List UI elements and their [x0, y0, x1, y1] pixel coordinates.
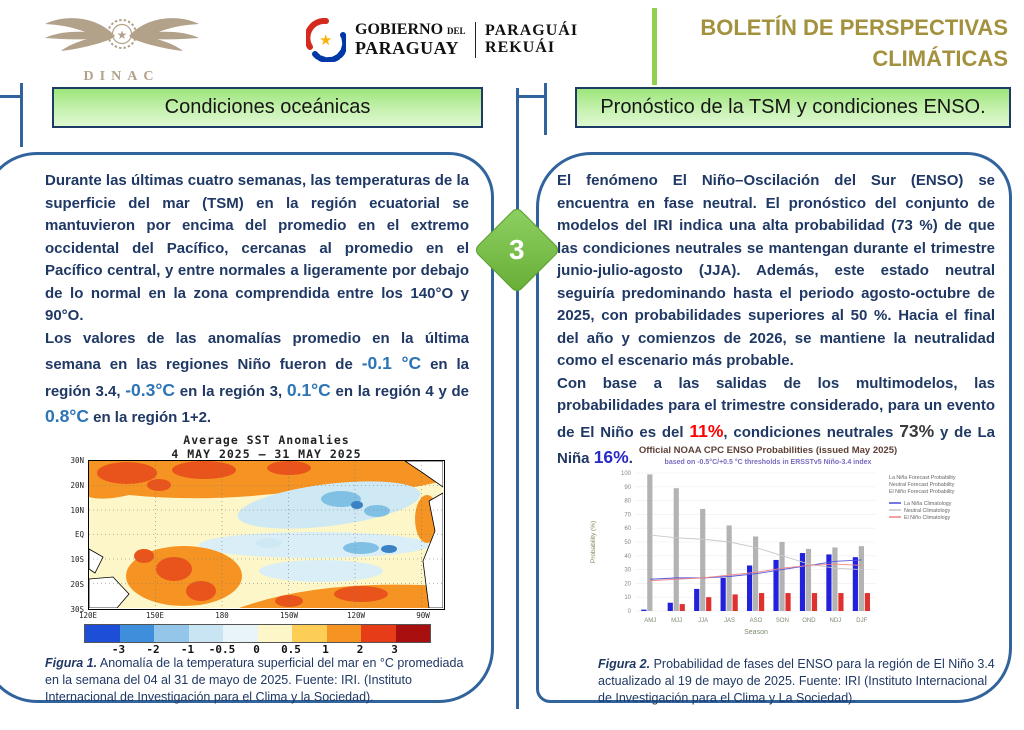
left-bracket-vertical-line	[20, 83, 23, 147]
svg-text:40: 40	[624, 553, 631, 560]
colorbar-tick-label: 0	[253, 643, 260, 656]
colorbar-cell	[258, 625, 293, 642]
enso-probabilities-chart	[583, 441, 1008, 643]
green-accent-line	[652, 8, 657, 85]
lon-label: 150E	[145, 611, 165, 620]
dinac-label: DINAC	[83, 69, 160, 84]
gov-wordmark-line2: PARAGUAY	[355, 37, 460, 58]
svg-text:100: 100	[620, 471, 631, 477]
gov-logo-divider	[475, 22, 477, 58]
svg-text:AMJ: AMJ	[644, 618, 657, 624]
middle-divider-line	[516, 88, 519, 709]
svg-text:Probability (%): Probability (%)	[590, 520, 597, 564]
svg-text:El Niño Forecast Probability: El Niño Forecast Probability	[889, 489, 955, 495]
lon-label: 90W	[416, 611, 430, 620]
gobierno-shield-icon	[306, 18, 346, 62]
lat-label: 20S	[70, 580, 84, 590]
lat-label: 20N	[70, 480, 84, 490]
sst-map-latitude-labels	[56, 456, 84, 614]
svg-text:Official NOAA CPC ENSO Probabi: Official NOAA CPC ENSO Probabilities (issued May 2025)	[638, 445, 898, 456]
sst-colorbar	[84, 624, 431, 643]
colorbar-cell	[327, 625, 362, 642]
svg-text:OND: OND	[802, 618, 816, 624]
svg-text:Neutral Climatology: Neutral Climatology	[904, 508, 951, 514]
middle-bracket-horizontal-line	[517, 95, 547, 98]
dinac-logo	[34, 8, 209, 85]
gov-guarani-line2: REKUÁI	[485, 39, 556, 56]
colorbar-tick-label: -3	[111, 643, 126, 656]
dinac-wings-icon	[37, 8, 207, 66]
figure1-caption: Figura 1. Anomalía de la temperatura superficial del mar en °C promediada en la semana del 04 al 31 de mayo de 2025. Fuente: IRI. (Instituto Internacional de Investigación para el Clima y la Sociedad).	[45, 656, 464, 704]
sst-map-title: Average SST Anomalies 4 MAY 2025 – 31 MAY 2025	[171, 433, 362, 462]
svg-text:★: ★	[319, 32, 333, 49]
colorbar-tick-label: 3	[391, 643, 398, 656]
colorbar-cell	[292, 625, 327, 642]
paragraph-sst-overview: Durante las últimas cuatro semanas, las temperaturas de la superficie del mar (TSM) en la región ecuatorial se mantuvieron por encima del promedio en el extremo occidental del Pacífico, cercanas al promedio en el Pacífico central, y entre normales a ligeramente por debajo de lo normal en la zona comprendida entre los 140°O y 90°O.	[45, 172, 469, 324]
svg-text:El Niño Climatology: El Niño Climatology	[904, 515, 951, 521]
svg-text:60: 60	[624, 526, 631, 533]
colorbar-cell	[189, 625, 224, 642]
sst-anomaly-map	[88, 460, 445, 610]
colorbar-cell	[223, 625, 258, 642]
svg-text:DJF: DJF	[856, 618, 868, 624]
colorbar-tick-label: -2	[146, 643, 160, 656]
svg-text:JAS: JAS	[724, 618, 736, 624]
figure2-caption: Figura 2. Probabilidad de fases del ENSO para la región de El Niño 3.4 actualizado al 19 de mayo de 2025. Fuente: IRI (Instituto Internacional de Investigación para el Clima y La Sociedad).	[598, 657, 995, 705]
svg-text:based on -0.5°C/+0.5 °C thresh: based on -0.5°C/+0.5 °C thresholds in ERSSTv5 Niño-3.4 index	[664, 459, 872, 466]
colorbar-cell	[154, 625, 189, 642]
step-number-diamond: 3	[473, 206, 561, 294]
paragraph-enso-status: El fenómeno El Niño–Oscilación del Sur (ENSO) se encuentra en fase neutral. El pronóstico del conjunto de modelos del IRI indica una alta probabilidad (73 %) de que las condiciones neutrales se mantengan durante el trimestre junio-julio-agosto (JJA). Además, este estado neutral seguiría predominando hasta el periodo agosto-octubre de 2025, con probabilidades superiores al 50 %. Hacia el final del año y comienzos de 2026, se mantiene la neutralidad como el escenario más probable.	[557, 172, 995, 369]
svg-text:90: 90	[624, 484, 631, 491]
svg-text:La Niña Climatology: La Niña Climatology	[904, 501, 952, 507]
lat-label: 10S	[70, 555, 84, 565]
paragraph-enso-probabilities: Con base a las salidas de los multimodelos, las probabilidades para el trimestre considerado, para un evento de El Niño es del 11%, condiciones neutrales 73% y de La Niña 16%.	[557, 374, 995, 467]
bulletin-title: BOLETÍN DE PERSPECTIVAS CLIMÁTICAS	[700, 15, 1008, 71]
section-header-tsm-enso-forecast: Pronóstico de la TSM y condiciones ENSO.	[575, 87, 1011, 128]
gov-guarani-line1: PARAGUÁI	[485, 22, 579, 40]
colorbar-tick-label: 2	[356, 643, 364, 656]
svg-text:ASO: ASO	[749, 618, 763, 624]
lat-label: 30S	[70, 604, 84, 614]
colorbar-cell	[396, 625, 431, 642]
lat-label: 30N	[70, 456, 84, 465]
svg-text:JJA: JJA	[698, 618, 709, 624]
oceanic-conditions-text	[45, 170, 469, 430]
section-header-oceanic-conditions: Condiciones oceánicas	[52, 87, 483, 128]
svg-text:SON: SON	[775, 618, 789, 624]
svg-text:NDJ: NDJ	[829, 618, 842, 624]
colorbar-cell	[85, 625, 120, 642]
colorbar-cell	[361, 625, 396, 642]
svg-text:Neutral Forecast Probability: Neutral Forecast Probability	[889, 482, 955, 488]
colorbar-cell	[120, 625, 155, 642]
lat-label: 10N	[70, 505, 84, 515]
gobierno-paraguay-logo	[306, 18, 578, 62]
svg-text:Season: Season	[744, 629, 768, 636]
gov-wordmark-line1: GOBIERNO DEL	[355, 21, 466, 39]
svg-text:10: 10	[624, 595, 631, 602]
sst-map-graphic	[89, 461, 443, 608]
lon-label: 180	[215, 611, 229, 620]
sst-map-longitude-labels	[78, 611, 445, 621]
svg-text:20: 20	[624, 581, 631, 588]
middle-bracket-vertical-line	[544, 83, 547, 135]
svg-text:★: ★	[116, 28, 127, 42]
svg-text:50: 50	[624, 540, 631, 546]
svg-text:0: 0	[627, 609, 631, 615]
enso-forecast-text	[557, 170, 995, 471]
svg-text:80: 80	[624, 498, 631, 505]
paragraph-nino-region-values: Los valores de las anomalías promedio en la última semana en las regiones Niño fueron de -0.1 °C en la región 3.4, -0.3°C en la región 3, 0.1°C en la región 4 y de 0.8°C en la región 1+2.	[45, 329, 470, 426]
colorbar-tick-label: -1	[180, 643, 195, 656]
svg-text:70: 70	[624, 512, 631, 519]
lon-label: 120E	[78, 611, 98, 620]
colorbar-tick-label: -0.5	[208, 643, 236, 656]
lat-label: EQ	[74, 530, 84, 540]
colorbar-tick-label: 0.5	[281, 643, 301, 656]
lon-label: 120W	[346, 611, 366, 620]
colorbar-tick-label: 1	[322, 643, 329, 656]
svg-text:30: 30	[624, 567, 631, 574]
left-bracket-horizontal-line	[0, 95, 22, 98]
svg-text:La Niña Forecast Probability: La Niña Forecast Probability	[889, 475, 956, 481]
lon-label: 150W	[279, 611, 299, 620]
svg-text:MJJ: MJJ	[671, 618, 683, 624]
